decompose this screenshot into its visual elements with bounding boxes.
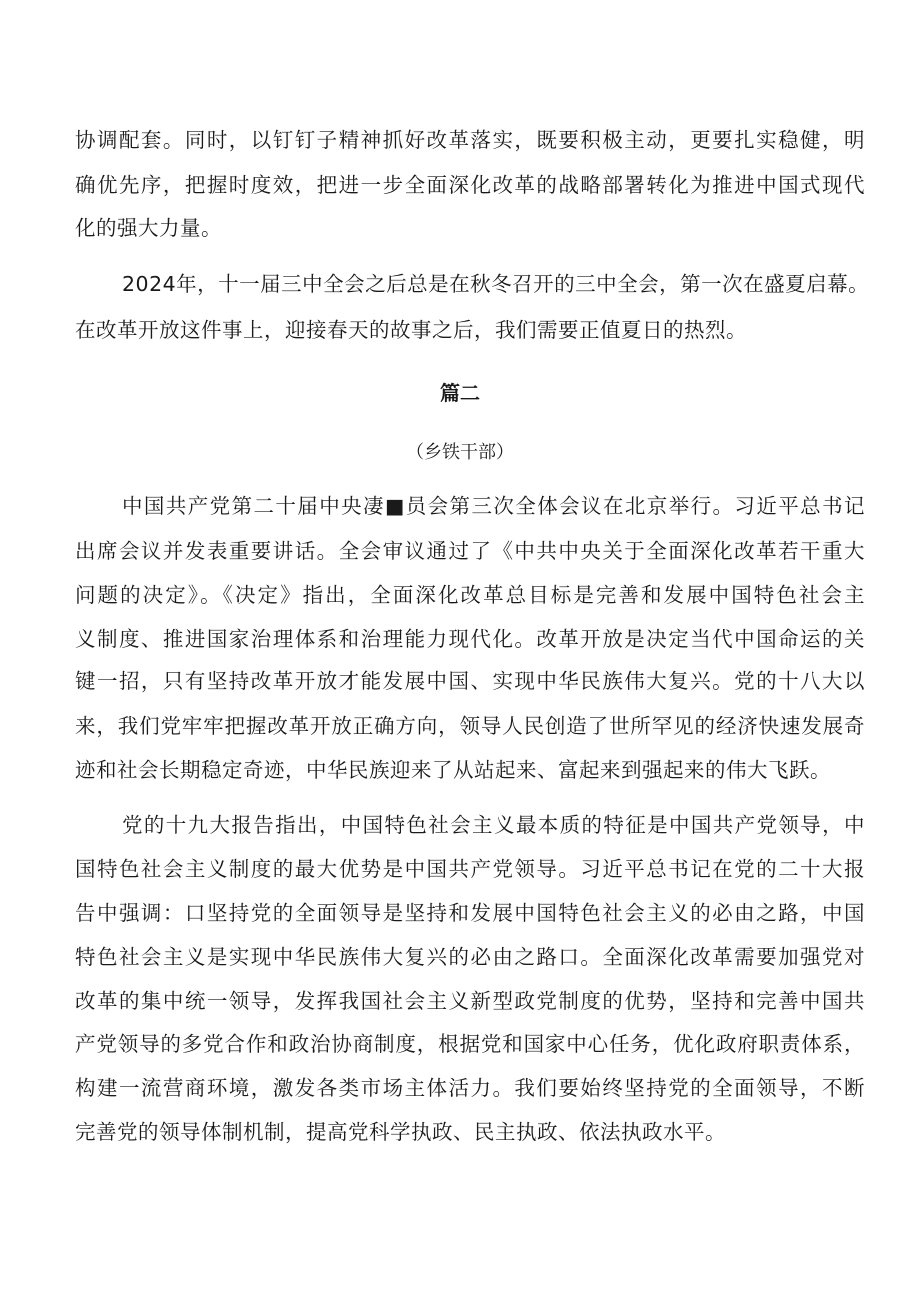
paragraph-3-line-4: 义制度、推进国家治理体系和治理能力现代化。改革开放是决定当代中国命运的关 [75, 627, 865, 651]
section-subtitle: （乡铁干部） [406, 442, 514, 463]
paragraph-2-line-1: 2024年，十一届三中全会之后总是在秋冬召开的三中全会，第一次在盛夏启幕。 [122, 272, 870, 296]
paragraph-4-line-7: 构建一流营商环境，激发各类市场主体活力。我们要始终坚持党的全面领导，不断 [75, 1076, 865, 1100]
section-title: 篇二 [440, 381, 480, 405]
paragraph-3-line-5: 键一招，只有坚持改革开放才能发展中国、实现中华民族伟大复兴。党的十八大以 [75, 669, 865, 693]
paragraph-3-line-6: 来，我们党牢牢把握改革开放正确方向，领导人民创造了世所罕见的经济快速发展奇 [75, 714, 865, 738]
paragraph-3-line-1: 中国共产党第二十届中央凄■员会第三次全体会议在北京举行。习近平总书记 [122, 494, 865, 518]
paragraph-4-line-1: 党的十九大报告指出，中国特色社会主义最本质的特征是中国共产党领导，中 [122, 813, 865, 837]
paragraph-4-line-4: 特色社会主义是实现中华民族伟大复兴的必由之路口。全面深化改革需要加强党对 [75, 945, 865, 969]
paragraph-4-line-5: 改革的集中统一领导，发挥我国社会主义新型政党制度的优势，坚持和完善中国共 [75, 989, 865, 1013]
paragraph-1-line-3: 化的强大力量。 [75, 216, 222, 240]
paragraph-3-line-2: 出席会议并发表重要讲话。全会审议通过了《中共中央关于全面深化改革若干重大 [75, 539, 865, 563]
paragraph-4-line-2: 国特色社会主义制度的最大优势是中国共产党领导。习近平总书记在党的二十大报 [75, 857, 865, 881]
paragraph-2-line-2: 在改革开放这件事上，迎接春天的故事之后，我们需要正值夏日的热烈。 [75, 318, 747, 342]
paragraph-3-line-7: 迹和社会长期稳定奇迹，中华民族迎来了从站起来、富起来到强起来的伟大飞跃。 [75, 758, 831, 782]
paragraph-3-line-3: 问题的决定》。《决定》指出，全面深化改革总目标是完善和发展中国特色社会主 [75, 583, 865, 607]
paragraph-1-line-2: 确优先序，把握时度效，把进一步全面深化改革的战略部署转化为推进中国式现代 [75, 173, 865, 197]
paragraph-1-line-1: 协调配套。同时，以钉钉子精神抓好改革落实，既要积极主动，更要扎实稳健，明 [75, 128, 865, 152]
paragraph-4-line-3: 告中强调：口坚持党的全面领导是坚持和发展中国特色社会主义的必由之路，中国 [75, 901, 865, 925]
paragraph-4-line-6: 产党领导的多党合作和政治协商制度，根据党和国家中心任务，优化政府职责体系， [75, 1032, 865, 1056]
paragraph-4-line-8: 完善党的领导体制机制，提高党科学执政、民主执政、依法执政水平。 [75, 1120, 726, 1144]
